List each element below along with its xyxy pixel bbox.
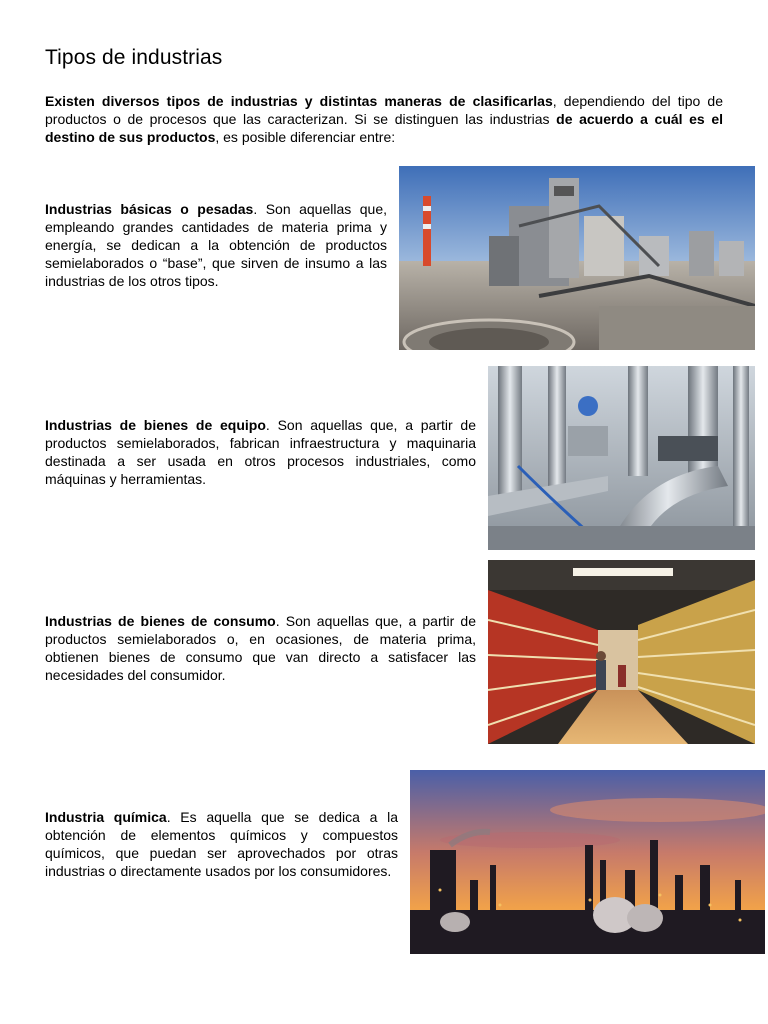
supermarket-aisle-photo — [488, 560, 755, 744]
intro-bold-1: Existen diversos tipos de industrias y distintas maneras de clasificarlas — [45, 93, 553, 109]
section-body: . Son aquellas que, a partir de productos semielaborados, fabrican infraestructura y maquinaria destinada a ser usada en otros procesos industriales, como máquinas y herramientas. — [45, 417, 476, 487]
section-body: . Son aquellas que, a partir de productos semielaborados o, en ocasiones, de materia prima, obtienen bienes de consumo que van directo a satisfacer las necesidades del consumidor. — [45, 613, 477, 683]
section-capital-goods — [45, 416, 476, 488]
section-heading: Industrias de bienes de equipo — [45, 417, 266, 433]
section-heading: Industria química — [45, 809, 167, 825]
section-body: . Es aquella que se dedica a la obtención de elementos químicos y compuestos químicos, que puedan ser aprovechados por otras industrias o directamente usados por los consumidores. — [45, 809, 398, 879]
intro-text-2: , es posible diferenciar entre: — [215, 129, 396, 145]
section-heading: Industrias de bienes de consumo — [45, 613, 276, 629]
intro-text-1: , dependiendo del tipo de productos o de procesos que las caracterizan. Si se distinguen las industrias — [45, 93, 724, 127]
intro-paragraph — [45, 92, 723, 146]
page-title: Tipos de industrias — [45, 46, 223, 69]
section-heading: Industrias básicas o pesadas — [45, 201, 254, 217]
intro-bold-2: de acuerdo a cuál es el destino de sus productos — [45, 111, 723, 145]
section-body: . Son aquellas que, empleando grandes cantidades de materia prima y energía, se dedican a la obtención de productos semielaborados o “base”, que sirven de insumo a las industrias de los otros tipos. — [45, 201, 387, 289]
chemical-refinery-sunset-photo — [410, 770, 765, 954]
steel-pipes-machinery-photo — [488, 366, 755, 550]
heavy-industry-plant-photo — [399, 166, 755, 350]
section-heavy-industry — [45, 200, 387, 290]
section-consumer-goods — [45, 612, 476, 684]
section-chemical-industry — [45, 808, 398, 880]
